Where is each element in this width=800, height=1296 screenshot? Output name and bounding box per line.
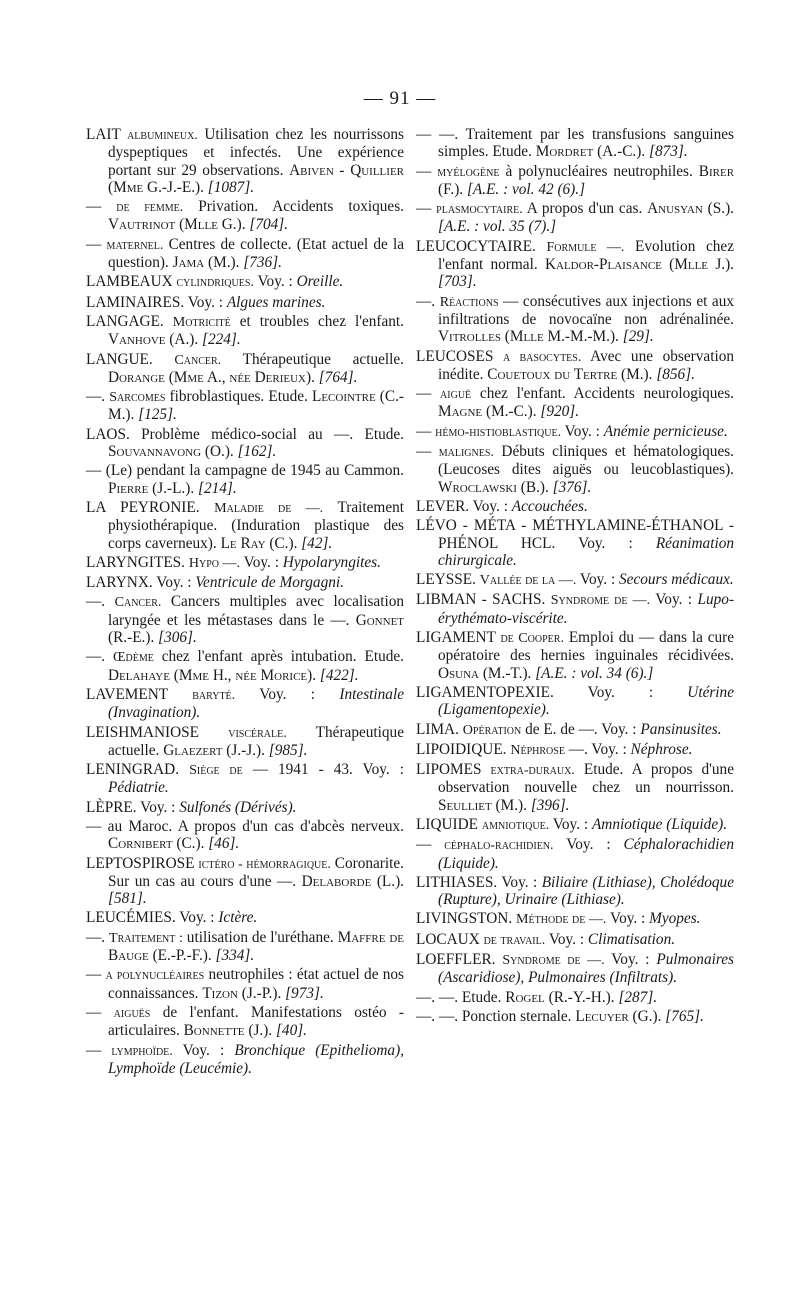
index-entry [86,855,404,908]
entry-text: chez l'enfant après intubation. Etude. [161,648,404,666]
entry-heading: LIVINGSTON. [416,910,513,928]
entry-text: Voy. : [257,273,293,291]
entry-author: Cornibert (C.). [108,835,205,853]
entry-reference: [162]. [237,443,277,461]
entry-text: Voy. : [552,815,589,833]
entry-author: Gonnet (R.-E.). [108,611,405,647]
entry-author: Maffre de Bauge (E.-P.-F.). [108,928,405,965]
entry-heading: LAIT [86,126,121,143]
entry-heading: LÈPRE. [86,798,137,816]
index-entry [86,966,404,1002]
index-entry [86,499,404,552]
index-entry [86,351,404,387]
entry-subheading: de travail. [483,931,546,948]
entry-heading: LAVEMENT [86,685,168,703]
entry-heading: —. [86,593,106,611]
entry-text: Voy. : [140,798,176,816]
entry-reference: [581]. [108,890,147,908]
entry-heading: —. —. [416,1007,459,1025]
index-entry [86,236,404,272]
entry-reference: [973]. [285,984,324,1002]
entry-heading: LEUCÉMIES. [86,909,176,927]
index-entry [416,423,734,441]
entry-subheading: Œdème [112,649,154,666]
entry-author: Bonnette (J.). [183,1022,273,1040]
entry-text: Voy. : [243,553,279,571]
entry-heading: LAMINAIRES. [86,293,185,311]
index-entry [86,574,404,591]
index-entry [416,498,734,515]
entry-subheading: baryté. [192,686,236,703]
entry-reference: [703]. [438,273,477,291]
entry-see-also: Néphrose. [630,740,693,758]
entry-subheading: Siège de [189,762,243,779]
index-entry [416,761,734,814]
entry-see-also: Amniotique (Liquide). [591,815,728,833]
entry-text: Voy. : [548,930,585,948]
entry-text: Etude. [461,988,502,1006]
entry-reference: [736]. [243,254,282,272]
index-entry [86,929,404,965]
entry-reference: [224]. [202,331,241,349]
entry-heading: — [416,422,432,440]
entry-reference: [214]. [198,479,237,497]
entry-text: Voy. : [259,685,316,703]
left-column [86,126,404,1079]
entry-text: Débuts cliniques et hématologiques. (Leucoses dites aiguës ou leucoblastiques). [438,443,735,479]
entry-text: Avec une observation inédite. [438,347,734,383]
entry-heading: LOEFFLER. [416,951,496,969]
entry-subheading: ictéro - hémorragique. [198,855,331,872]
entry-text: Centres de collecte. (Etat actuel de la question). [108,235,405,272]
entry-subheading: Néphrose [510,741,565,758]
right-column [416,126,734,1027]
entry-heading: LIGAMENT [416,629,496,647]
entry-subheading: albumineux. [127,127,198,143]
entry-subheading: Maladie de —. [214,499,324,516]
entry-reference: [46]. [208,835,240,853]
entry-subheading: myélogène [437,163,500,180]
entry-subheading: cylindriques. [176,274,254,291]
entry-subheading: Sarcomes [109,389,166,406]
index-entry [416,910,734,928]
entry-see-also: Lupo-érythémato-viscérite. [438,591,734,627]
entry-author: Kaldor-Plaisance (Mlle J.). [544,256,735,274]
entry-author: Glaezert (J.-J.). [163,741,265,759]
index-entry [416,836,734,872]
index-entry [86,648,404,684]
entry-see-also: Climatisation. [587,930,676,948]
entry-subheading: extra-duraux. [490,762,575,779]
entry-text: Voy. : [182,1041,225,1059]
entry-subheading: Motricité [172,313,231,330]
entry-see-also: Réanimation chirurgicale. [438,534,734,569]
entry-see-also: Biliaire (Lithiase), Cholédoque (Rupture), Urinaire (Lithiase). [438,873,734,909]
entry-text: de l'enfant. Manifestations ostéo - articulaires. [108,1003,404,1040]
entry-heading: LAMBEAUX [86,273,173,291]
entry-subheading: Hypo —. [188,554,241,571]
index-entry [86,198,404,234]
entry-text: Voy. : [578,534,633,552]
index-entry [86,686,404,722]
entry-author: Pierre (J.-L.). [108,479,195,497]
index-entry [416,126,734,161]
entry-reference: [29]. [622,328,654,346]
index-entry [416,629,734,682]
entry-heading: — [86,1041,102,1059]
entry-author: Magne (M.-C.). [438,403,537,421]
entry-text: et troubles chez l'enfant. [239,312,405,330]
entry-see-also: Accouchées. [511,497,588,515]
index-entry [416,741,734,759]
entry-subheading: Syndrome de —. [550,592,651,609]
entry-text: Voy. : [179,909,215,927]
index-entry [86,313,404,349]
entry-heading: — [86,462,102,480]
entry-heading: LA PEYRONIE. [86,498,200,516]
index-entry [86,462,404,497]
index-entry [416,293,734,346]
index-entry [416,348,734,384]
entry-heading: —. [86,648,106,666]
index-entry [416,385,734,421]
entry-heading: —. [86,928,106,946]
entry-reference: [40]. [275,1022,307,1040]
entry-heading: — [416,200,432,218]
index-entry [416,951,734,987]
entry-text: A propos d'un cas. [526,200,643,218]
index-entry [416,443,734,496]
entry-text: Thérapeutique actuelle. [242,350,404,368]
entry-heading: LEUCOCYTAIRE. [416,237,536,255]
entry-subheading: aiguës [113,1004,151,1021]
entry-subheading: plasmocytaire. [436,201,523,218]
entry-text: Voy. : [156,574,192,592]
entry-subheading: aiguë [440,386,472,403]
entry-author: Dorange (Mme A., née Derieux). [108,368,315,386]
entry-reference: [856]. [656,365,695,383]
index-entry [86,554,404,572]
entry-see-also: Algues marines. [226,293,326,311]
entry-text: Ponction sternale. [461,1007,572,1025]
entry-author: Vanhove (A.). [108,331,199,349]
entry-text: (Le) pendant la campagne de 1945 au Cammon. [105,462,405,480]
index-entry [416,591,734,627]
index-entry [416,571,734,589]
entry-heading: —. [416,292,436,310]
entry-reference: [306]. [158,629,197,647]
index-entry [86,909,404,926]
entry-heading: LEUCOSES [416,347,494,365]
entry-text: Voy. : [472,497,508,515]
entry-heading: — [86,1003,102,1021]
entry-author: Vautrinot (Mlle G.). [108,216,246,234]
entry-text: neutrophiles : état actuel de nos connaissances. [108,966,405,1002]
entry-author: Birer (F.). [438,162,735,198]
entry-subheading: Vallée de la —. [479,572,577,589]
entry-heading: LARYNX. [86,574,153,592]
entry-see-also: Myopes. [649,910,701,928]
entry-see-also: Secours médicaux. [619,571,734,589]
index-entry [416,1008,734,1025]
entry-author: Anusyan (S.). [647,200,734,218]
index-entry [416,238,734,291]
entry-text: Voy. : [187,293,223,311]
entry-see-also: Oreille. [296,273,344,291]
index-entry [86,273,404,291]
entry-text: à polynucléaires neutrophiles. [505,162,693,180]
entry-see-also: Hypolaryngites. [282,553,381,571]
index-entry [416,989,734,1006]
entry-reference: [334]. [215,947,255,965]
index-entry [416,931,734,949]
entry-reference: [422]. [319,666,359,684]
index-entry [86,761,404,797]
index-entry [86,126,404,196]
entry-see-also: Bronchique (Epithelioma), Lymphoïde (Leucémie). [108,1041,404,1077]
entry-heading: LEISHMANIOSE [86,723,200,741]
entry-author: Lecuyer (G.). [575,1007,662,1025]
entry-text: Evolution chez l'enfant normal. [438,237,734,274]
index-entry [416,684,734,719]
entry-see-also: Ventricule de Morgagni. [195,574,344,592]
entry-text: Emploi du — dans la cure opératoire des hernies inguinales récidivées. [438,629,735,665]
entry-author: Jama (M.). [172,254,240,272]
entry-subheading: a basocytes. [502,348,582,365]
entry-author: Mordret (A.-C.). [535,143,646,161]
entry-subheading: de Cooper. [500,630,564,647]
entry-author: Delaborde (L.). [301,872,404,890]
index-entry [416,874,734,909]
entry-heading: LIQUIDE [416,815,479,833]
entry-see-also: Utérine (Ligamentopexie). [438,683,734,719]
index-entry [416,721,734,739]
entry-reference: [873]. [649,143,688,161]
entry-subheading: Méthode de —. [516,911,607,928]
index-entry [86,818,404,853]
index-entry [86,294,404,311]
entry-subheading: de femme. [116,199,184,216]
entry-text: Coronarite. Sur un cas au cours d'une —. [108,854,405,890]
entry-text: Voy. : [655,591,693,609]
entry-heading: LITHIASES. [416,873,498,891]
index-entry [416,517,734,569]
entry-author: Delahaye (Mme H., née Morice). [108,666,317,684]
entry-heading: — [416,162,432,180]
entry-text: Cancers multiples avec localisation laryngée et les métastases dans le —. [108,593,404,629]
entry-text: Voy. : [587,683,654,701]
entry-subheading: Formule —. [546,238,625,255]
index-entry [86,799,404,816]
entry-heading: LANGUE. [86,350,153,368]
entry-text: Voy. : [610,910,646,928]
entry-subheading: Opération [462,721,522,738]
entry-reference: [764]. [318,368,358,386]
entry-heading: LIBMAN - SACHS. [416,591,546,609]
entry-text: Problème médico-social au —. Etude. [141,425,404,443]
entry-author: Le Ray (C.). [220,534,298,552]
entry-author: Souvannavong (O.). [108,443,234,461]
entry-subheading: hémo-histioblastique. [435,423,562,440]
entry-reference: [376]. [552,478,592,496]
entry-text: Voy. : [501,873,538,891]
index-entry [416,816,734,834]
entry-heading: LIGAMENTOPEXIE. [416,683,554,701]
entry-text: — 1941 - 43. Voy. : [252,761,405,779]
entry-reference: [704]. [249,216,289,234]
entry-author: Wroclawski (B.). [438,478,549,496]
entry-see-also: Pansinusites. [640,720,722,738]
index-entry [416,200,734,236]
entry-author: Couetoux du Tertre (M.). [487,365,653,383]
entry-reference: [765]. [665,1007,704,1025]
entry-reference: [A.E. : vol. 35 (7).] [438,218,557,236]
entry-reference: [42]. [301,534,333,552]
entry-heading: LENINGRAD. [86,761,180,779]
entry-heading: — —. [416,126,459,143]
entry-heading: — [416,443,432,461]
page-number: — 91 — [363,88,437,109]
entry-heading: — [416,836,432,854]
entry-subheading: Syndrome de —. [502,952,605,969]
entry-heading: LANGAGE. [86,312,164,330]
entry-subheading: lymphoïde. [111,1042,173,1059]
entry-heading: LIMA. [416,720,459,738]
entry-heading: — [86,817,102,835]
entry-subheading: Cancer. [174,351,222,368]
entry-author: Abiven - Quillier (Mme G.-J.-E.). [108,161,404,196]
entry-text: Voy. : [566,836,611,854]
entry-text: Traitement par les transfusions sanguines simples. Etude. [438,126,734,161]
entry-subheading: malignes. [438,444,494,461]
entry-subheading: Réactions [439,293,499,310]
entry-text: —. Voy. : [568,740,627,758]
index-entry [416,163,734,199]
entry-heading: — [86,198,102,216]
entry-heading: LARYNGITES. [86,553,186,571]
entry-heading: LEPTOSPIROSE [86,854,195,872]
entry-reference: [1087]. [207,178,255,196]
entry-text: Utilisation chez les nourrissons dyspeptiques et infectés. Une expérience portant sur 29 observations. [108,126,404,179]
entry-reference: [920]. [540,403,580,421]
entry-subheading: Traitement : [109,929,183,946]
entry-author: Tizon (J.-P.). [202,984,282,1002]
entry-text: Traitement physiothérapique. (Induration plastique des corps caverneux). [108,498,405,552]
entry-text: utilisation de l'uréthane. [186,928,334,946]
entry-reference: [A.E. : vol. 34 (6).] [535,664,654,682]
entry-author: Osuna (M.-T.). [438,664,532,682]
index-entry [86,388,404,424]
entry-author: Seulliet (M.). [438,796,527,814]
entry-reference: [287]. [618,988,658,1006]
entry-text: fibroblastiques. Etude. [169,388,308,406]
entry-author: Vitrolles (Mlle M.-M.-M.). [438,328,619,346]
entry-heading: LIPOIDIQUE. [416,740,507,758]
entry-see-also: Pédiatrie. [108,779,169,797]
entry-reference: [985]. [268,741,308,759]
entry-see-also: Céphalorachidien (Liquide). [438,836,734,872]
entry-text: Voy. : [564,422,600,440]
entry-reference: [A.E. : vol. 42 (6).] [466,180,586,198]
entry-subheading: a polynucléaires [105,967,205,984]
index-entry [86,593,404,646]
entry-subheading: Cancer. [114,594,162,611]
entry-see-also: Sulfonés (Dérivés). [179,798,297,816]
entry-heading: —. [86,388,106,406]
entry-see-also: Anémie pernicieuse. [603,422,728,440]
entry-see-also: Ictère. [218,909,258,927]
entry-heading: —. —. [416,988,459,1006]
entry-heading: — [86,966,102,984]
entry-text: au Maroc. A propos d'un cas d'abcès nerveux. [107,817,405,835]
entry-text: Thérapeutique actuelle. [108,723,404,759]
entry-text: Voy. : [579,571,616,589]
entry-heading: LAOS. [86,425,130,443]
index-entry [86,1004,404,1040]
entry-heading: LEYSSE. [416,571,476,589]
entry-heading: LIPOMES [416,761,482,779]
entry-heading: LÉVO - MÉTA - MÉTHYLAMINE-ÉTHANOL - PHÉNOL HCL. [416,517,734,552]
entry-text: Voy. : [611,951,650,969]
index-entry [86,724,404,760]
entry-subheading: maternel. [106,236,164,253]
entry-author: Lecointre (C.-M.). [108,388,405,424]
entry-heading: — [86,235,102,253]
entry-text: Privation. Accidents toxiques. [198,198,404,216]
entry-text: Etude. A propos d'une observation nouvelle chez un nourrisson. [438,761,734,797]
entry-author: Rogel (R.-Y.-H.). [505,988,615,1006]
entry-text: chez l'enfant. Accidents neurologiques. [479,385,735,403]
index-entry [86,1042,404,1078]
entry-subheading: céphalo-rachidien. [444,837,554,854]
entry-heading: LOCAUX [416,930,480,948]
entry-reference: [396]. [530,796,570,814]
entry-reference: [125]. [138,406,177,424]
entry-heading: — [416,385,432,403]
entry-subheading: viscérale. [228,724,287,741]
entry-text: de E. de —. Voy. : [525,720,637,738]
entry-heading: LEVER. [416,497,470,515]
entry-see-also: Pulmonaires (Ascaridiose), Pulmonaires (Infiltrats). [438,951,734,987]
index-entry [86,426,404,461]
entry-subheading: amniotique. [481,816,550,833]
entry-see-also: Intestinale (Invagination). [108,685,404,722]
entry-text: — consécutives aux injections et aux infiltrations de novocaïne non adrénalinée. [438,292,735,328]
